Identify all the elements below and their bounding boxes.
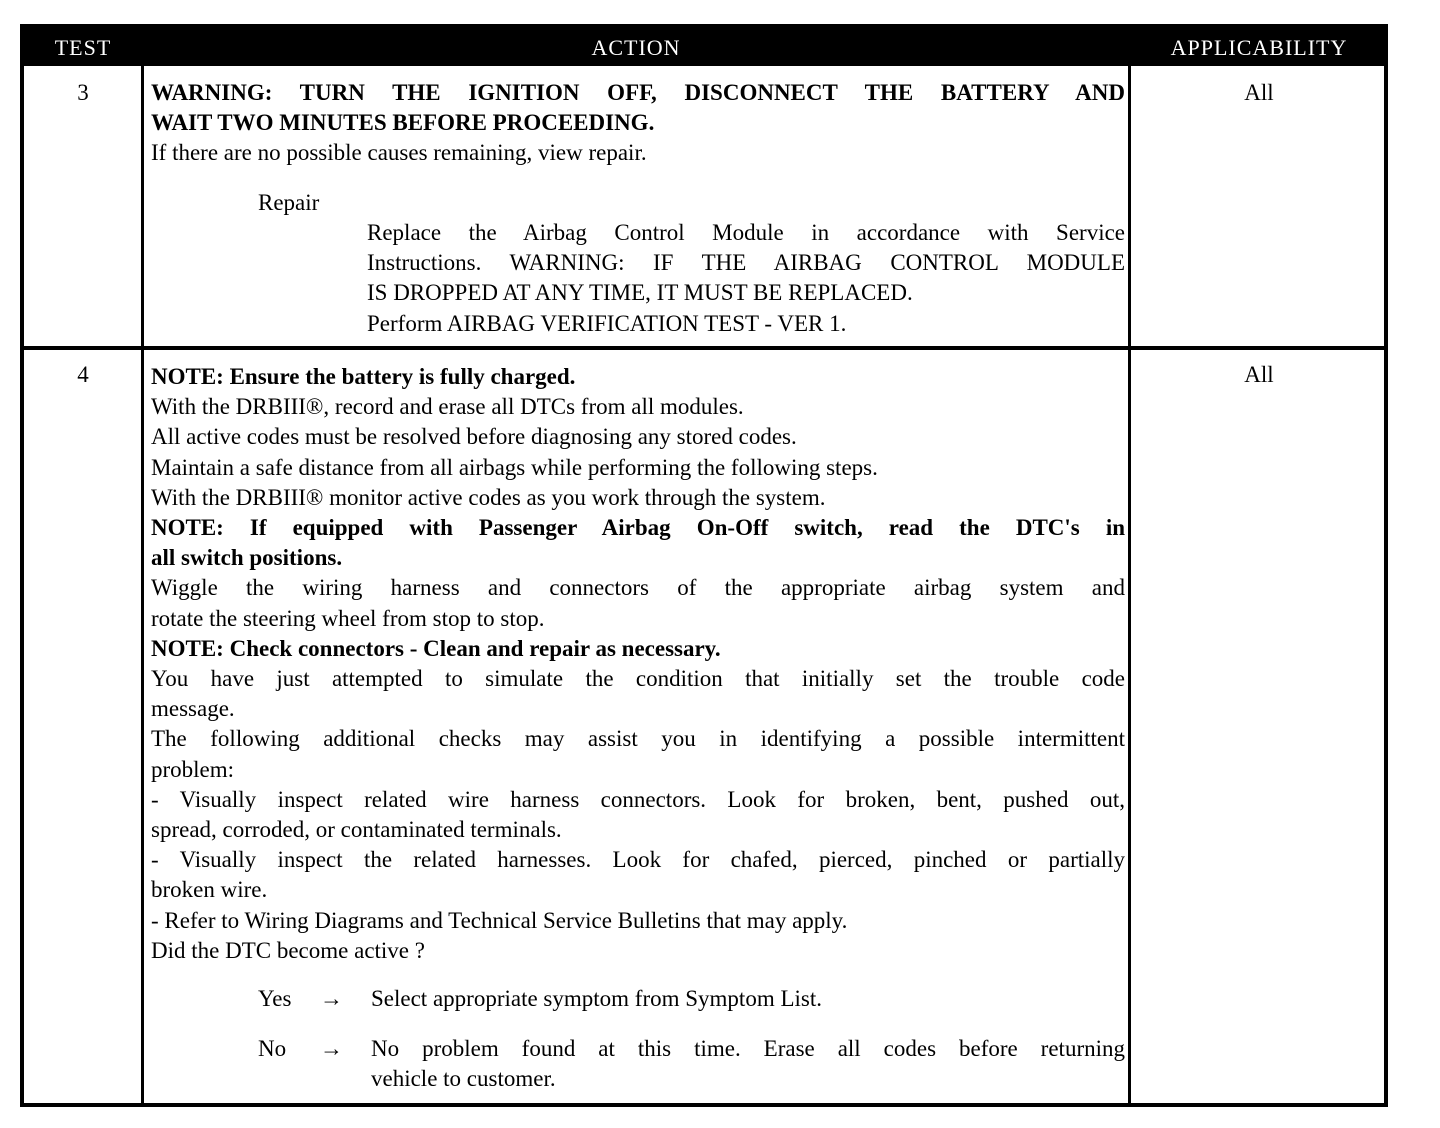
row3-warning-line1: WARNING: TURN THE IGNITION OFF, DISCONNECT THE BATTERY AND <box>151 80 1125 105</box>
header-test: TEST <box>54 35 112 60</box>
row4-line: With the DRBIII® monitor active codes as you work through the system. <box>151 484 826 510</box>
header-action: ACTION <box>591 35 681 60</box>
answer-yes-text: Select appropriate symptom from Symptom List. <box>371 986 822 1011</box>
row4-test-number: 4 <box>77 362 89 387</box>
row3-action <box>151 78 1125 169</box>
row4-line: spread, corroded, or contaminated terminals. <box>151 817 562 843</box>
note-connectors: NOTE: Check connectors - Clean and repair as necessary. <box>151 635 721 661</box>
answer-no-line2: vehicle to customer. <box>371 1066 556 1092</box>
row3-repair-text <box>367 218 1125 339</box>
row4-line: - Visually inspect the related harnesses. Look for chafed, pierced, pinched or partially <box>151 847 1125 873</box>
repair-line2: Instructions. WARNING: IF THE AIRBAG CONTROL MODULE <box>367 250 1125 276</box>
row4-line: With the DRBIII®, record and erase all DTCs from all modules. <box>151 394 744 420</box>
row4-applicability: All <box>1244 362 1274 387</box>
row3-test-number: 3 <box>77 80 89 105</box>
row-divider <box>24 346 1384 350</box>
answer-no-text <box>371 1034 1125 1094</box>
note-airbag-switch-line2: all switch positions. <box>151 545 343 571</box>
column-divider <box>1128 66 1131 1107</box>
arrow-right-icon: → <box>320 1036 343 1061</box>
column-divider <box>141 66 144 1107</box>
row4-line: You have just attempted to simulate the condition that initially set the trouble code <box>151 666 1125 692</box>
row4-line: problem: <box>151 756 235 782</box>
row4-question: Did the DTC become active ? <box>151 937 425 963</box>
answer-no-line1: No problem found at this time. Erase all codes before returning <box>371 1036 1125 1061</box>
row4-line: Maintain a safe distance from all airbags while performing the following steps. <box>151 454 878 480</box>
row4-line: All active codes must be resolved before diagnosing any stored codes. <box>151 424 797 450</box>
note-battery: NOTE: Ensure the battery is fully charged. <box>151 364 576 389</box>
row3-repair-label: Repair <box>258 190 320 215</box>
row4-line: rotate the steering wheel from stop to stop. <box>151 605 545 631</box>
row4-line: The following additional checks may assist you in identifying a possible intermittent <box>151 726 1125 752</box>
repair-line1: Replace the Airbag Control Module in accordance with Service <box>367 220 1125 245</box>
repair-line4: Perform AIRBAG VERIFICATION TEST - VER 1. <box>367 310 847 336</box>
row4-line: broken wire. <box>151 877 268 903</box>
row4-action <box>151 362 1125 966</box>
answer-no-label: No <box>258 1036 287 1061</box>
row3-applicability: All <box>1244 80 1274 105</box>
arrow-right-icon: → <box>320 986 343 1011</box>
note-airbag-switch-line1: NOTE: If equipped with Passenger Airbag On-Off switch, read the DTC's in <box>151 515 1125 541</box>
repair-line3: IS DROPPED AT ANY TIME, IT MUST BE REPLACED. <box>367 280 913 306</box>
row4-line: message. <box>151 696 235 722</box>
row4-line: Wiggle the wiring harness and connectors of the appropriate airbag system and <box>151 575 1125 601</box>
header-applicability: APPLICABILITY <box>1170 35 1348 60</box>
row3-text: If there are no possible causes remaining, view repair. <box>151 140 647 166</box>
row3-warning-line2: WAIT TWO MINUTES BEFORE PROCEEDING. <box>151 110 655 136</box>
diagnostic-table <box>20 24 1388 1107</box>
answer-yes-label: Yes <box>258 986 292 1011</box>
row4-line: - Visually inspect related wire harness connectors. Look for broken, bent, pushed out, <box>151 786 1125 812</box>
table-header <box>24 28 1384 66</box>
row4-line: - Refer to Wiring Diagrams and Technical Service Bulletins that may apply. <box>151 907 848 933</box>
